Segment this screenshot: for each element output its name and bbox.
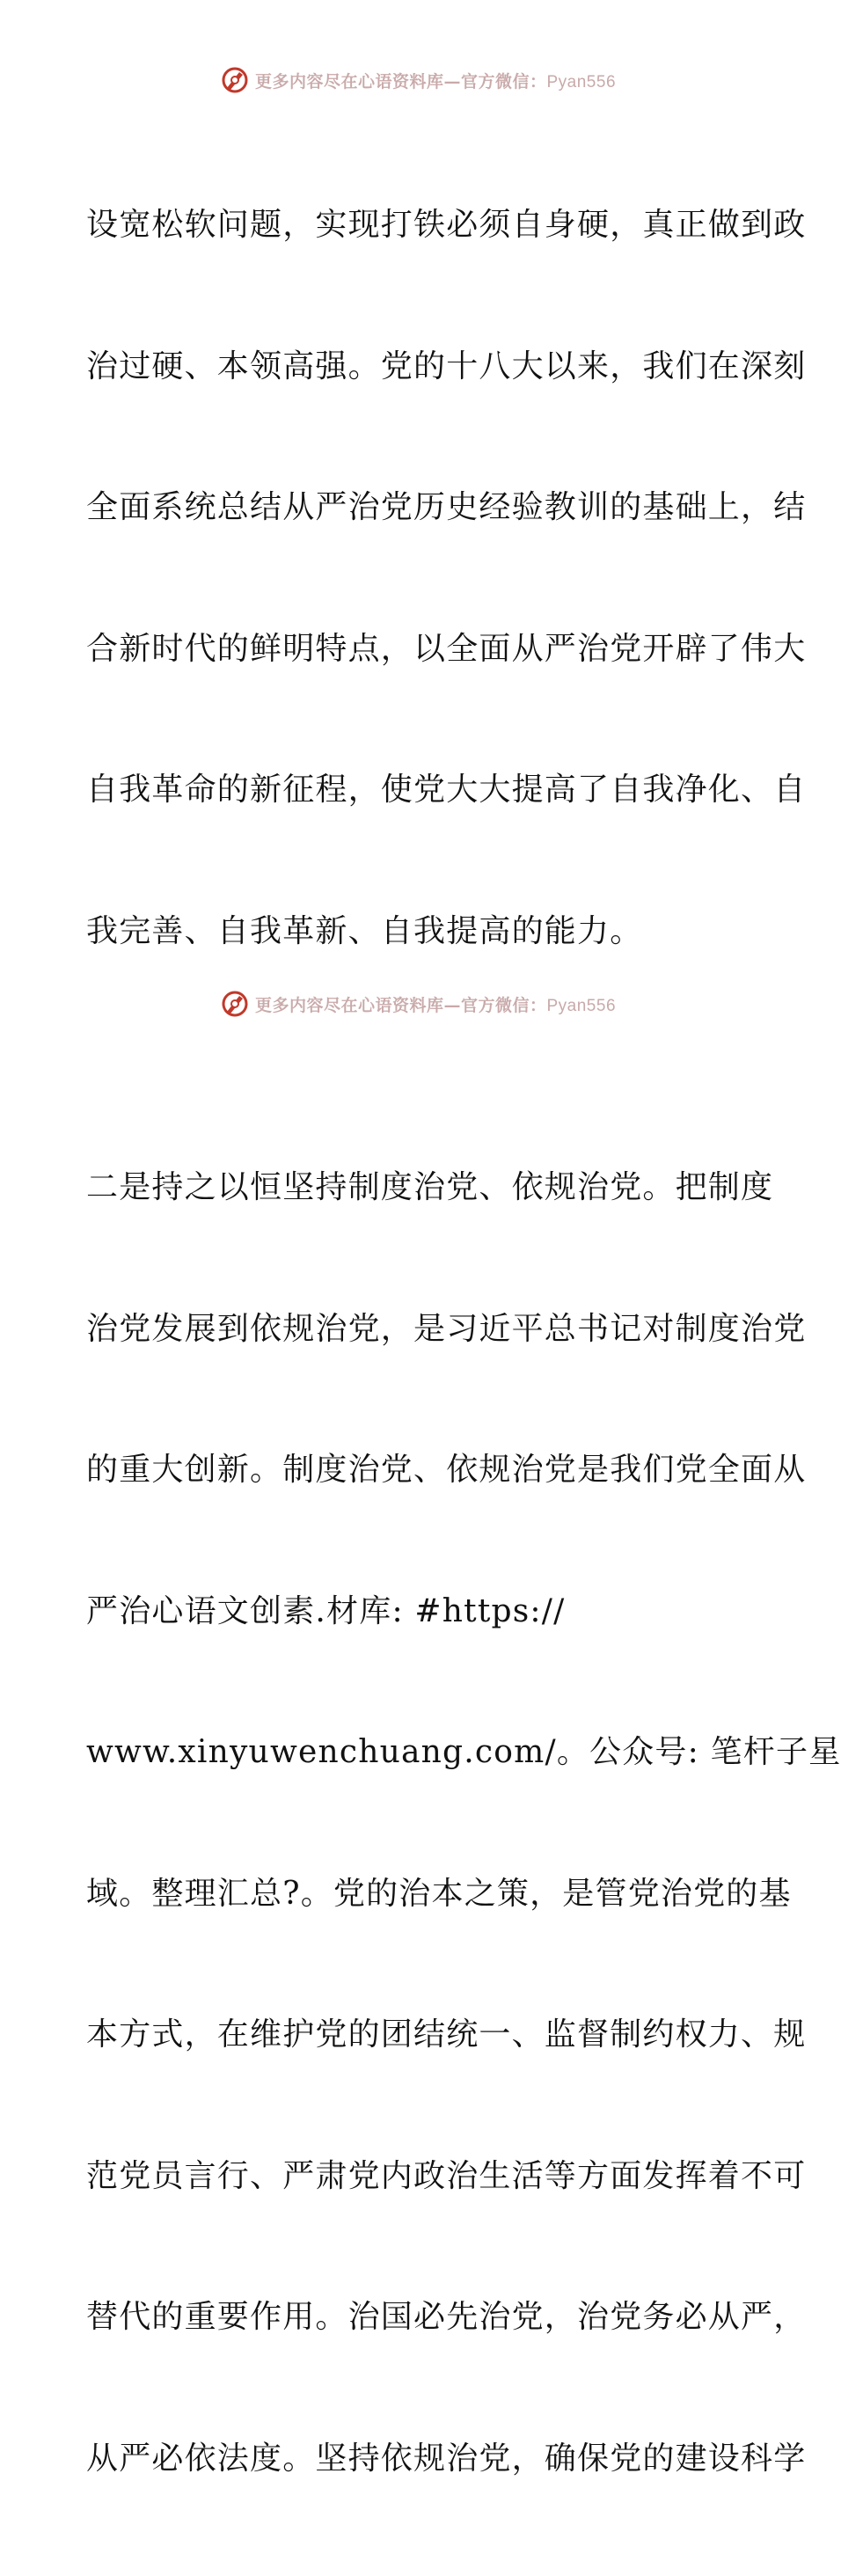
quill-logo-icon [220, 989, 250, 1019]
text-line: 本方式，在维护党的团结统一、监督制约权力、规 [86, 2016, 807, 2053]
text-line: 治党发展到依规治党，是习近平总书记对制度治党 [86, 1310, 807, 1347]
text-line: 范党员言行、严肃党内政治生活等方面发挥着不可 [86, 2157, 807, 2194]
text-line: 合新时代的鲜明特点，以全面从严治党开辟了伟大 [86, 630, 807, 667]
watermark-text: 更多内容尽在心语资料库—官方微信：Pyan556 [254, 71, 617, 91]
text-line: 替代的重要作用。治国必先治党，治党务必从严， [86, 2299, 807, 2335]
text-line: 全面系统总结从严治党历史经验教训的基础上，结 [86, 489, 807, 525]
text-line: 域。整理汇总?。党的治本之策，是管党治党的基 [86, 1875, 792, 1912]
watermark-text: 更多内容尽在心语资料库—官方微信：Pyan556 [254, 995, 617, 1015]
quill-logo-icon [220, 65, 250, 95]
paragraph-1 [86, 107, 807, 1049]
text-line: 的重大创新。制度治党、依规治党是我们党全面从 [86, 1452, 807, 1488]
document-body [86, 107, 841, 2576]
text-line: 治过硬、本领高强。党的十八大以来，我们在深刻 [86, 348, 807, 384]
header-watermark [0, 62, 836, 98]
text-line: 设宽松软问题，实现打铁必须自身硬，真正做到政 [86, 207, 807, 243]
text-line: 自我革命的新征程，使党大大提高了自我净化、自 [86, 772, 807, 808]
paragraph-2 [86, 1070, 841, 2576]
text-line: www.xinyuwenchuang.com/。公众号: 笔杆子星 [86, 1734, 841, 1770]
text-line: 从严必依法度。坚持依规治党，确保党的建设科学 [86, 2440, 807, 2477]
text-line: 我完善、自我革新、自我提高的能力。 [86, 912, 643, 949]
footer-watermark [0, 986, 836, 1021]
text-line: 二是持之以恒坚持制度治党、依规治党。把制度 [86, 1169, 774, 1205]
text-line: 严治心语文创素.材库: #https:// [86, 1592, 566, 1629]
